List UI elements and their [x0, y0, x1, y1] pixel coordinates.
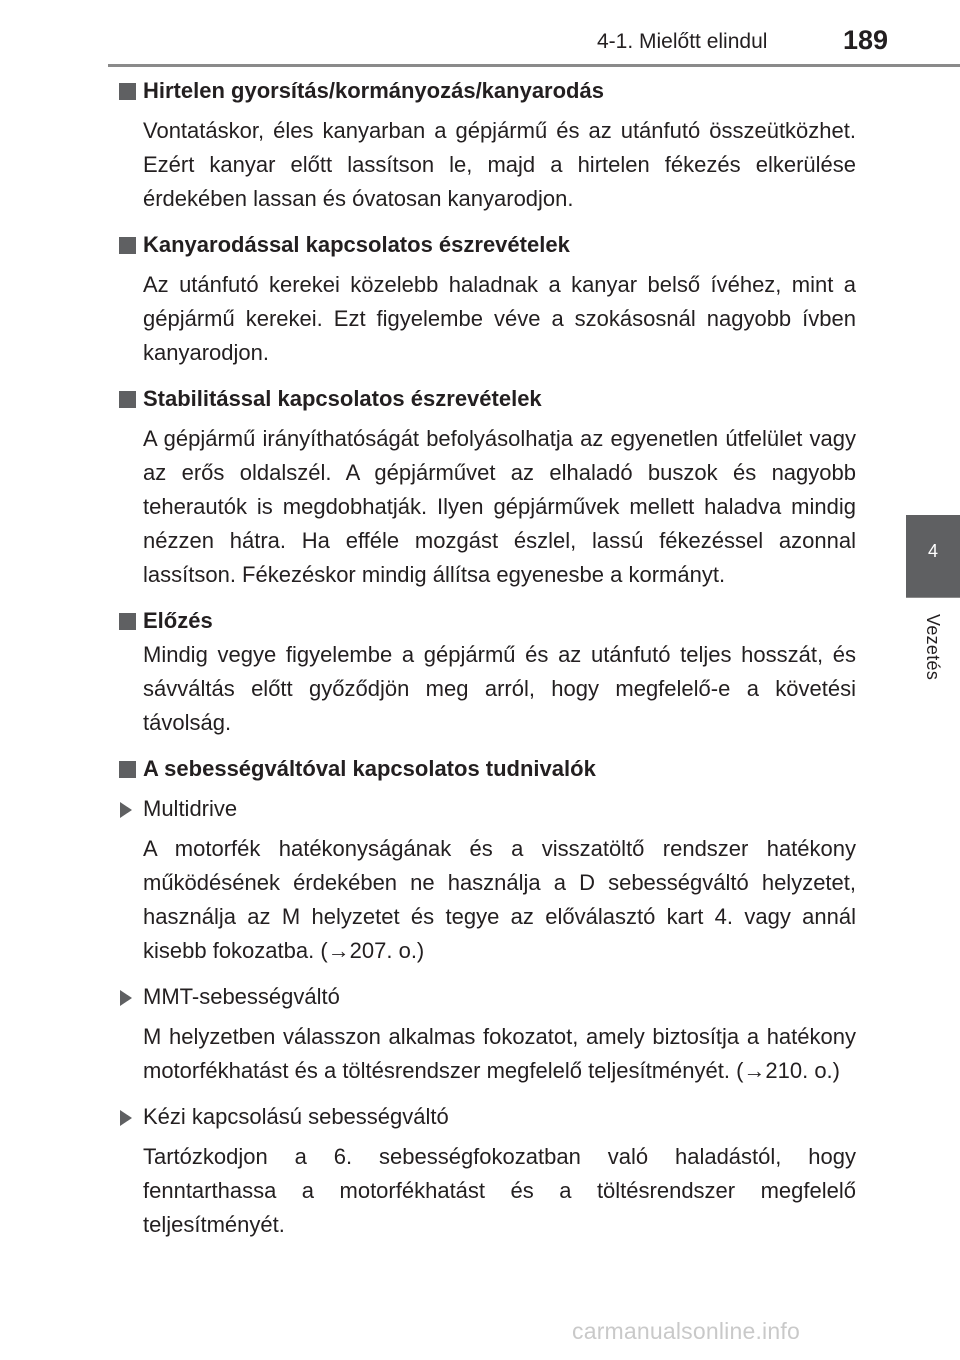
square-bullet-icon — [119, 613, 136, 630]
triangle-bullet-icon — [120, 1110, 132, 1126]
section-heading-text: Előzés — [143, 608, 213, 633]
section-heading-text: A sebességváltóval kapcsolatos tudnivalók — [143, 756, 596, 781]
square-bullet-icon — [119, 237, 136, 254]
subsection-paragraph: Tartózkodjon a 6. sebességfokozatban való haladástól, hogy fenntarthassa a motorfékhatást és a töltésrendszer megfelelő teljesítményét. — [143, 1144, 856, 1237]
section-paragraph: Az utánfutó kerekei közelebb haladnak a kanyar belső ívéhez, mint a gépjármű kerekei. Ezt figyelembe véve a szokásosnál nagyobb ívben kanyarodjon. — [143, 272, 856, 365]
subsection-title-text: MMT-sebességváltó — [143, 984, 340, 1009]
section-heading — [118, 752, 856, 786]
square-bullet-icon — [119, 391, 136, 408]
subsection-title — [118, 1100, 856, 1134]
section-heading-text: Hirtelen gyorsítás/kormányozás/kanyarodás — [143, 78, 604, 103]
chapter-tab-label: Vezetés — [923, 614, 943, 681]
subsection-title — [118, 792, 856, 826]
chapter-tab-divider — [906, 597, 960, 598]
section-heading — [118, 382, 856, 416]
header-divider — [108, 64, 960, 67]
section-paragraph: Mindig vegye figyelembe a gépjármű és az utánfutó teljes hosszát, és sávváltás előtt győződjön meg arról, hogy megfelelő-e a követési távolság. — [143, 642, 856, 735]
subsection-paragraph: M helyzetben válasszon alkalmas fokozatot, amely biztosítja a hatékony motorfékhatást és a töltésrendszer megfelelő teljesítményét. (→210. o.) — [143, 1024, 856, 1083]
section-heading — [118, 604, 856, 638]
header-section-title: 4-1. Mielőtt elindul — [597, 30, 768, 53]
section-heading-text: Stabilitással kapcsolatos észrevételek — [143, 386, 542, 411]
triangle-bullet-icon — [120, 990, 132, 1006]
section-heading — [118, 228, 856, 262]
subsection-title-text: Multidrive — [143, 796, 238, 821]
section-paragraph: A gépjármű irányíthatóságát befolyásolhatja az egyenetlen útfelület vagy az erős oldalszél. A gépjárművet az elhaladó buszok és nagyobb teherautók is megdobhatják. Ilyen gépjárművek mellett haladva mindig nézzen hátra. Ha efféle mozgást észlel, lassú fékezéssel azonnal lassítson. Fékezéskor mindig állítsa egyenesbe a kormányt. — [143, 426, 856, 587]
page-content — [118, 74, 856, 1254]
subsection-paragraph: A motorfék hatékonyságának és a visszatöltő rendszer hatékony működésének érdekében ne használja a D sebességváltó helyzetet, használja az M helyzetet és tegye az előválasztó kart 4. vagy annál kisebb fokozatba. (→207. o.) — [143, 836, 856, 963]
triangle-bullet-icon — [120, 802, 132, 818]
section-heading — [118, 74, 856, 108]
section-heading-text: Kanyarodással kapcsolatos észrevételek — [143, 232, 570, 257]
subsection-title-text: Kézi kapcsolású sebességváltó — [143, 1104, 449, 1129]
page-number: 189 — [843, 25, 889, 55]
section-paragraph: Vontatáskor, éles kanyarban a gépjármű és az utánfutó összeütközhet. Ezért kanyar előtt lassítson le, majd a hirtelen fékezés elkerülése érdekében lassan és óvatosan kanyarodjon. — [143, 118, 856, 211]
square-bullet-icon — [119, 761, 136, 778]
subsection-title — [118, 980, 856, 1014]
square-bullet-icon — [119, 83, 136, 100]
watermark-text: carmanualsonline.info — [572, 1318, 800, 1344]
chapter-tab-number: 4 — [927, 541, 938, 561]
